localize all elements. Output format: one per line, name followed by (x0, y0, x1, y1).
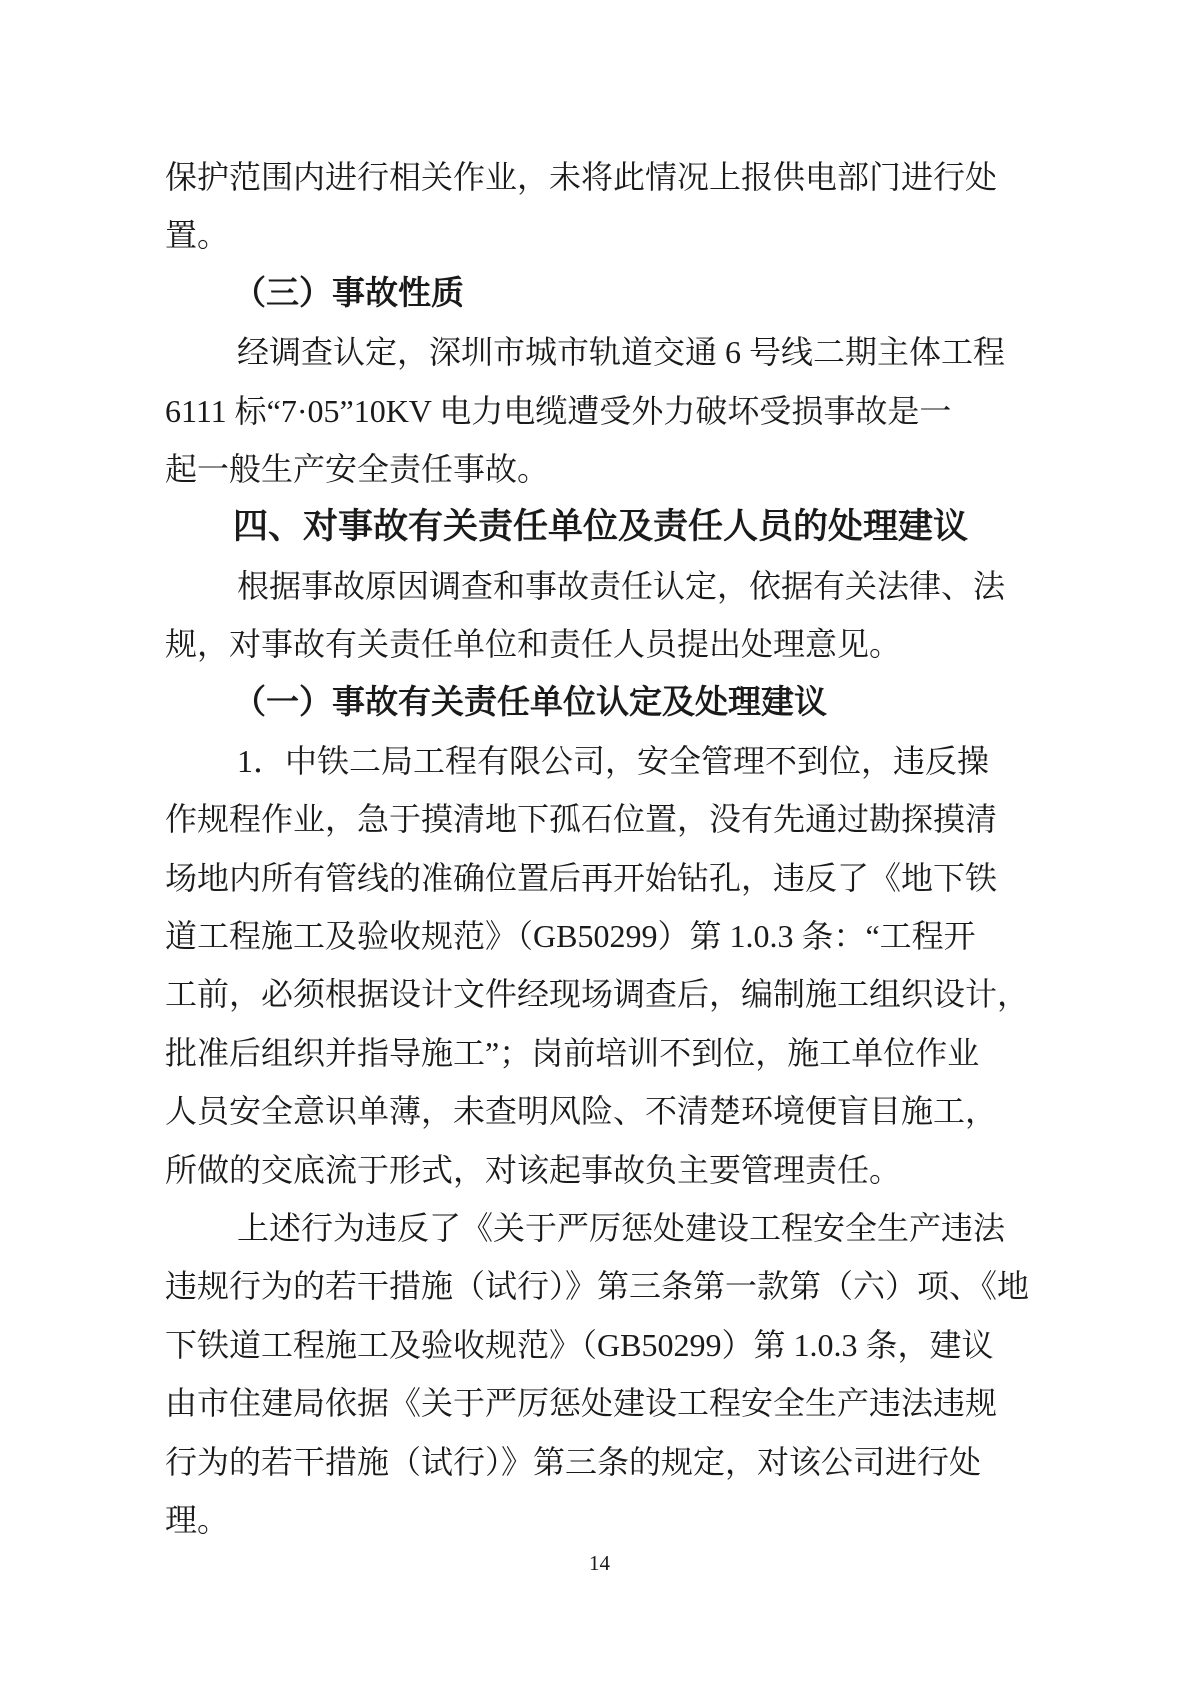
text-line: 道工程施工及验收规范》（GB50299）第 1.0.3 条：“工程开 (165, 918, 976, 955)
paragraph (165, 557, 1033, 674)
text-line: 根据事故原因调查和事故责任认定，依据有关法律、法 (237, 567, 1006, 604)
subsection-heading: （一）事故有关责任单位认定及处理建议 (233, 684, 827, 721)
text-line: 下铁道工程施工及验收规范》（GB50299）第 1.0.3 条，建议 (165, 1326, 994, 1363)
text-line: 工前，必须根据设计文件经现场调查后，编制施工组织设计， (165, 976, 1030, 1013)
subsection-heading: （三）事故性质 (233, 275, 464, 312)
text-line: 由市住建局依据《关于严厉惩处建设工程安全生产违法违规 (165, 1385, 998, 1422)
text-line: 经调查认定，深圳市城市轨道交通 6 号线二期主体工程 (237, 334, 1006, 371)
text-line: 上述行为违反了《关于严厉惩处建设工程安全生产违法 (237, 1210, 1006, 1247)
page-number: 14 (589, 1551, 610, 1575)
paragraph (165, 323, 1033, 498)
text-line: 违规行为的若干措施（试行）》第三条第一款第（六）项、《地 (165, 1268, 1030, 1305)
section-heading: 四、对事故有关责任单位及责任人员的处理建议 (233, 507, 969, 547)
text-line: 批准后组织并指导施工”；岗前培训不到位，施工单位作业 (165, 1034, 980, 1071)
document-body (165, 148, 1033, 1549)
text-line: 作规程作业，急于摸清地下孤石位置，没有先通过勘探摸清 (165, 801, 998, 838)
text-line: 规，对事故有关责任单位和责任人员提出处理意见。 (165, 626, 902, 663)
text-line: 所做的交底流于形式，对该起事故负主要管理责任。 (165, 1151, 902, 1188)
text-line: 起一般生产安全责任事故。 (165, 450, 550, 487)
paragraph (165, 1199, 1033, 1549)
paragraph (165, 148, 1033, 265)
text-line: 场地内所有管线的准确位置后再开始钻孔，违反了《地下铁 (165, 859, 998, 896)
text-line: 1．中铁二局工程有限公司，安全管理不到位，违反操 (237, 742, 990, 779)
text-line: 行为的若干措施（试行）》第三条的规定，对该公司进行处 (165, 1443, 982, 1480)
text-line: 6111 标“7·05”10KV 电力电缆遭受外力破坏受损事故是一 (165, 392, 952, 429)
text-line: 保护范围内进行相关作业，未将此情况上报供电部门进行处 (165, 159, 998, 195)
text-line: 人员安全意识单薄，未查明风险、不清楚环境便盲目施工， (165, 1093, 998, 1130)
text-line: 理。 (165, 1501, 230, 1538)
text-line: 置。 (165, 217, 230, 254)
paragraph (165, 732, 1033, 1199)
